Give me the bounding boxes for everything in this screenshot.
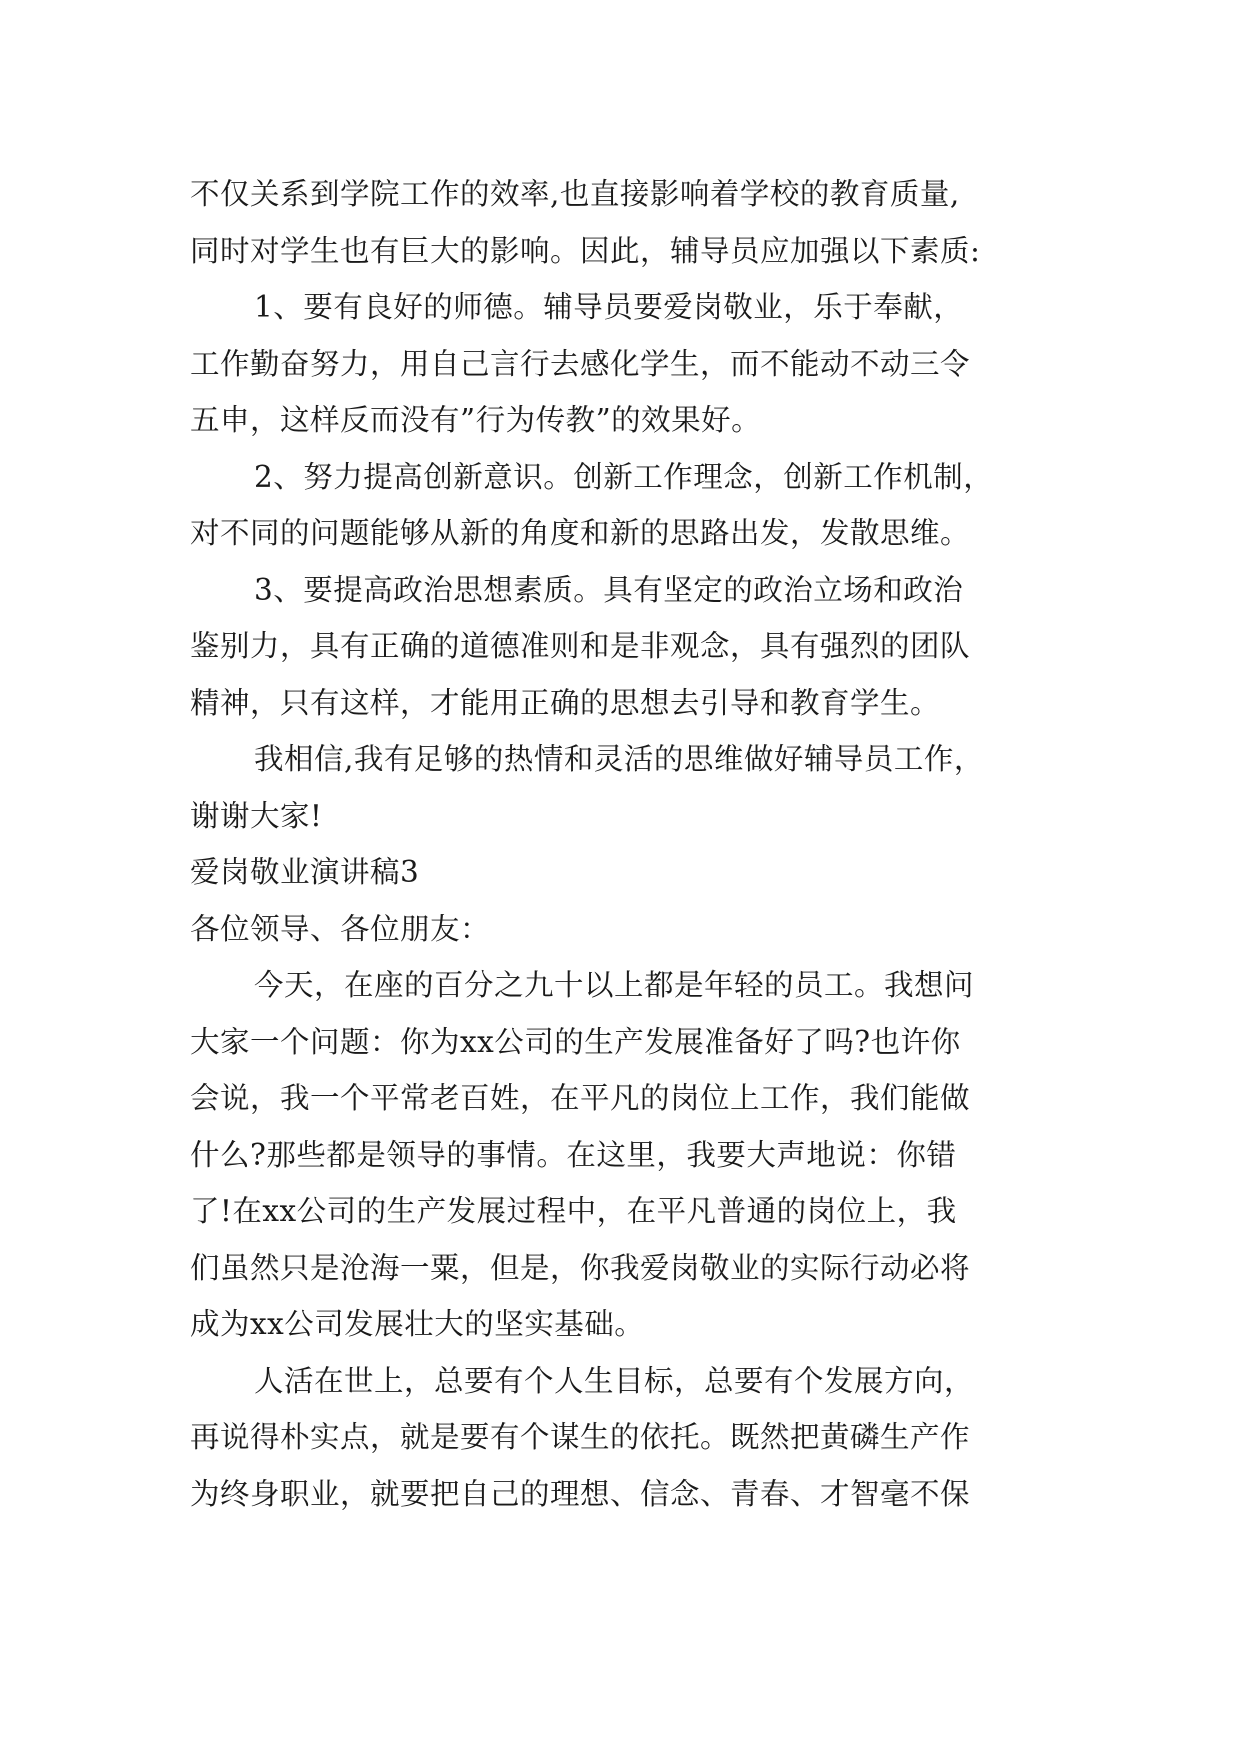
text-line: 会说，我一个平常老百姓，在平凡的岗位上工作，我们能做 (190, 1081, 971, 1115)
text-line: 3、要提高政治思想素质。具有坚定的政治立场和政治 (254, 572, 964, 607)
text-line: 为终身职业，就要把自己的理想、信念、青春、才智毫不保 (190, 1476, 971, 1511)
text-line: 不仅关系到学院工作的效率,也直接影响着学校的教育质量, (190, 177, 960, 211)
text-line: 大家一个问题：你为xx公司的生产发展准备好了吗?也许你 (190, 1024, 961, 1059)
text-line: 鉴别力，具有正确的道德准则和是非观念，具有强烈的团队 (190, 629, 971, 663)
text-line: 我相信,我有足够的热情和灵活的思维做好辅导员工作， (254, 742, 984, 776)
text-line: 对不同的问题能够从新的角度和新的思路出发，发散思维。 (190, 516, 971, 550)
text-line: 同时对学生也有巨大的影响。因此，辅导员应加强以下素质: (190, 233, 981, 268)
salutation: 各位领导、各位朋友： (190, 911, 491, 946)
text-line: 今天，在座的百分之九十以上都是年轻的员工。我想问 (254, 968, 975, 1002)
text-line: 什么?那些都是领导的事情。在这里，我要大声地说：你错 (190, 1137, 957, 1172)
text-line: 精神，只有这样，才能用正确的思想去引导和教育学生。 (190, 685, 941, 720)
text-line: 谢谢大家! (190, 798, 323, 833)
text-line: 成为xx公司发展壮大的坚实基础。 (190, 1307, 645, 1341)
document-body (190, 166, 1090, 1522)
text-line: 2、努力提高创新意识。创新工作理念，创新工作机制， (254, 459, 994, 494)
section-title: 爱岗敬业演讲稿3 (190, 855, 420, 889)
text-line: 们虽然只是沧海一粟，但是，你我爱岗敬业的实际行动必将 (190, 1250, 971, 1285)
text-line: 了!在xx公司的生产发展过程中，在平凡普通的岗位上，我 (190, 1194, 957, 1228)
text-line: 再说得朴实点，就是要有个谋生的依托。既然把黄磷生产作 (190, 1420, 971, 1454)
text-line: 人活在世上，总要有个人生目标，总要有个发展方向， (254, 1363, 975, 1398)
text-line: 五申，这样反而没有”行为传教”的效果好。 (190, 403, 762, 437)
text-line: 工作勤奋努力，用自己言行去感化学生，而不能动不动三令 (190, 346, 971, 381)
text-line: 1、要有良好的师德。辅导员要爱岗敬业，乐于奉献， (254, 290, 964, 324)
